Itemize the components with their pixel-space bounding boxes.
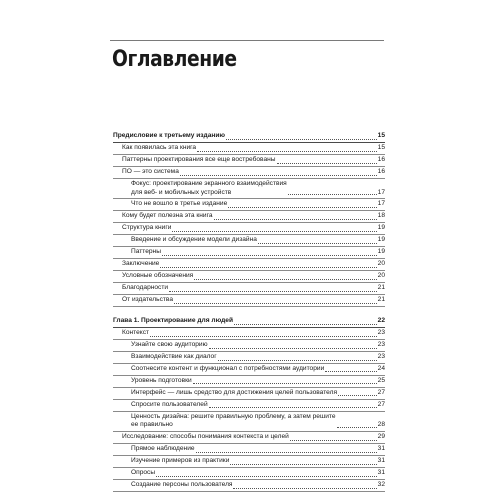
toc-entry-title: Уровень подготовки <box>131 376 192 384</box>
toc-entry-title: Введение и обсуждение модели дизайна <box>131 236 257 244</box>
toc-entry-title: Фокус: проектирование экранного взаимодействия для веб- и мобильных устройств <box>131 180 287 196</box>
toc-entry[interactable] <box>113 155 385 167</box>
toc-entry-title: Ценность дизайна: решите правильную проблему, а затем решите ее правильно <box>131 412 336 429</box>
toc-entry[interactable] <box>113 456 385 468</box>
toc-chapter-entry[interactable] <box>113 131 385 143</box>
toc-entry[interactable] <box>113 179 385 199</box>
toc-page-number: 25 <box>377 376 385 384</box>
toc-entry-title: Узнайте свою аудиторию <box>131 340 208 348</box>
toc-page-number: 20 <box>377 260 385 268</box>
toc-entry[interactable] <box>113 143 385 155</box>
toc-dot-leader <box>196 452 377 453</box>
toc-page-number: 19 <box>377 224 385 232</box>
toc-entry-title: Прямое наблюдение <box>131 444 195 452</box>
toc-dot-leader <box>194 279 376 280</box>
toc-entry[interactable] <box>113 235 385 247</box>
toc-dot-leader <box>226 139 377 140</box>
toc-page-number: 32 <box>377 480 385 488</box>
toc-entry[interactable] <box>113 271 385 283</box>
toc-entry-title: Опросы <box>131 468 156 476</box>
page-title: Оглавление <box>112 47 237 72</box>
toc-page-number: 23 <box>377 328 385 336</box>
toc-entry-title: Структура книги <box>122 224 172 232</box>
toc-entry[interactable] <box>113 352 385 364</box>
toc-dot-leader <box>209 407 377 408</box>
toc-entry[interactable] <box>113 400 385 412</box>
toc-entry[interactable] <box>113 412 385 432</box>
toc-entry[interactable] <box>113 388 385 400</box>
toc-page-number: 31 <box>377 468 385 476</box>
toc-entry-title: Создание персоны пользователя <box>131 480 233 488</box>
toc-page-number: 29 <box>377 432 385 440</box>
toc-dot-leader <box>172 231 376 232</box>
toc-entry-title: Соотнесите контент и функционал с потребностями аудитории <box>131 364 325 372</box>
toc-dot-leader <box>214 219 377 220</box>
toc-entry-title: Предисловие к третьему изданию <box>113 132 226 139</box>
toc-dot-leader <box>160 267 376 268</box>
toc-page-number: 18 <box>377 212 385 220</box>
toc-entry[interactable] <box>113 211 385 223</box>
toc-entry-title: Спросите пользователей <box>131 400 208 408</box>
toc-page-number: 22 <box>377 316 385 324</box>
toc-dot-leader <box>325 371 376 372</box>
toc-entry-title: ПО — это система <box>122 167 179 175</box>
toc-entry[interactable] <box>113 259 385 271</box>
toc-dot-leader <box>174 303 377 304</box>
toc-entry[interactable] <box>113 199 385 211</box>
toc-page-number: 15 <box>377 132 385 139</box>
toc-entry[interactable] <box>113 468 385 480</box>
toc-dot-leader <box>228 207 376 208</box>
toc-page-number: 24 <box>377 364 385 372</box>
toc-entry-title: Что не вошло в третье издание <box>131 200 228 208</box>
toc-page-number: 31 <box>377 444 385 452</box>
toc-dot-leader <box>288 194 377 195</box>
toc-entry[interactable] <box>113 223 385 235</box>
toc-dot-leader <box>234 324 377 325</box>
toc-dot-leader <box>156 476 377 477</box>
toc-entry-title: Взаимодействие как диалог <box>131 352 217 360</box>
toc-page-number: 28 <box>377 421 385 429</box>
toc-dot-leader <box>169 291 377 292</box>
toc-entry[interactable] <box>113 247 385 259</box>
toc-page-number: 17 <box>377 188 385 196</box>
toc-entry[interactable] <box>113 444 385 456</box>
toc-page-number: 15 <box>377 143 385 151</box>
toc-page-number: 21 <box>377 283 385 291</box>
toc-page-number: 23 <box>377 352 385 360</box>
toc-entry-title: Благодарности <box>122 283 169 291</box>
toc-entry-title: Паттерны проектирования все еще востребованы <box>122 155 276 163</box>
toc-page-number: 31 <box>377 456 385 464</box>
toc-dot-leader <box>162 255 377 256</box>
toc-entry-title: Интерфейс — лишь средство для достижения целей пользователя <box>131 388 338 396</box>
toc-dot-leader <box>337 427 377 428</box>
toc-page-number: 19 <box>377 248 385 256</box>
toc-page-number: 23 <box>377 340 385 348</box>
toc-entry-title: Паттерны <box>131 248 161 256</box>
toc-dot-leader <box>150 336 377 337</box>
toc-dot-leader <box>209 348 377 349</box>
toc-page-number: 27 <box>377 400 385 408</box>
toc-dot-leader <box>338 395 377 396</box>
toc-entry-title: Исследование: способы понимания контекста и целей <box>122 432 289 440</box>
toc-dot-leader <box>230 464 376 465</box>
toc-entry-title: Условные обозначения <box>122 272 194 280</box>
toc-page-number: 17 <box>377 200 385 208</box>
toc-chapter-entry[interactable] <box>113 316 385 328</box>
toc-dot-leader <box>277 163 377 164</box>
toc-entry[interactable] <box>113 364 385 376</box>
toc-entry[interactable] <box>113 167 385 179</box>
toc-entry[interactable] <box>113 340 385 352</box>
toc-dot-leader <box>290 440 377 441</box>
toc-dot-leader <box>180 175 377 176</box>
toc-entry-title: Как появилась эта книга <box>122 143 197 151</box>
toc-entry[interactable] <box>113 376 385 388</box>
toc-page-number: 19 <box>377 236 385 244</box>
toc-entry-title: Контекст <box>122 328 150 336</box>
toc-page-number: 20 <box>377 272 385 280</box>
toc-entry-title: Изучение примеров из практики <box>131 456 230 464</box>
toc-entry-title: Кому будет полезна эта книга <box>122 212 213 220</box>
toc-dot-leader <box>258 243 377 244</box>
toc-dot-leader <box>218 360 377 361</box>
toc-dot-leader <box>233 488 376 489</box>
toc-entry-title: От издательства <box>122 295 174 303</box>
toc-dot-leader <box>197 151 377 152</box>
toc-entry[interactable] <box>113 283 385 295</box>
toc-entry-title: Глава 1. Проектирование для людей <box>113 316 234 324</box>
toc-page-number: 21 <box>377 295 385 303</box>
toc-dot-leader <box>193 383 377 384</box>
toc-page-number: 27 <box>377 388 385 396</box>
toc-page-number: 16 <box>377 155 385 163</box>
toc-entry[interactable] <box>113 328 385 340</box>
toc-entry[interactable] <box>113 480 385 492</box>
table-of-contents <box>113 131 385 492</box>
toc-entry[interactable] <box>113 432 385 444</box>
top-rule <box>110 40 384 41</box>
toc-entry[interactable] <box>113 295 385 307</box>
toc-page-number: 16 <box>377 167 385 175</box>
toc-entry-title: Заключение <box>122 260 160 268</box>
